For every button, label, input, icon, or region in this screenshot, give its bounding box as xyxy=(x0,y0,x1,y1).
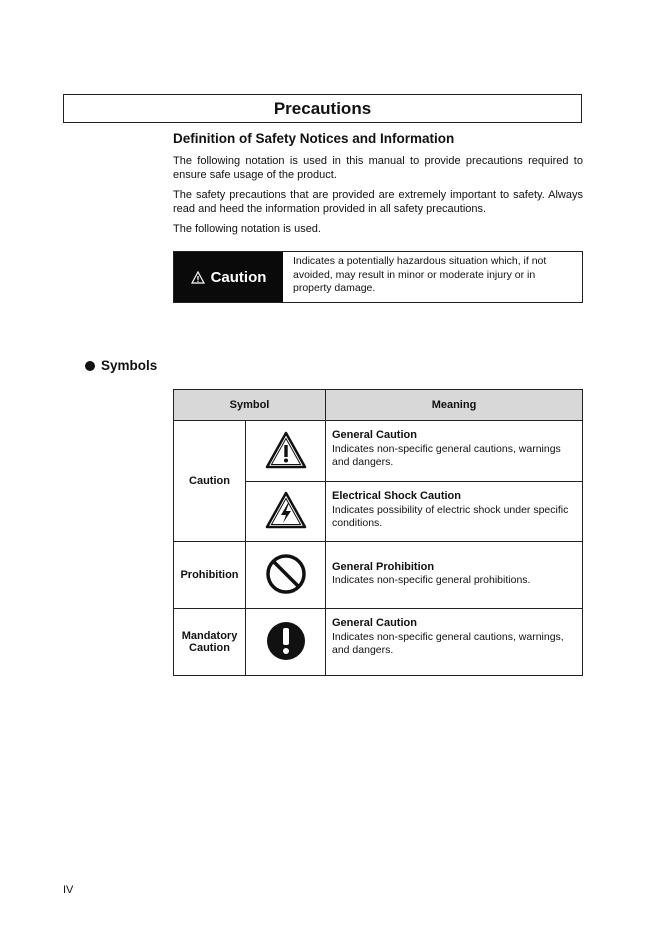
meaning-desc: Indicates possibility of electric shock under specific conditions. xyxy=(332,503,569,529)
general-caution-icon xyxy=(264,430,308,470)
table-row xyxy=(174,421,583,482)
icon-cell xyxy=(246,421,326,482)
category-mandatory-line1: Mandatory xyxy=(181,630,238,642)
header-meaning: Meaning xyxy=(326,390,583,421)
paragraph: The following notation is used in this manual to provide precautions required to ensure safe usage of the product. xyxy=(173,155,583,181)
meaning-cell xyxy=(326,542,583,609)
icon-cell xyxy=(246,609,326,676)
meaning-desc: Indicates non-specific general prohibitions. xyxy=(332,574,531,586)
caution-text: Indicates a potentially hazardous situation which, if not avoided, may result in minor or moderate injury or in property damage. xyxy=(293,255,547,294)
table-row xyxy=(174,609,583,676)
meaning-desc: Indicates non-specific general cautions, warnings, and dangers. xyxy=(332,630,564,656)
table-row xyxy=(174,542,583,609)
meaning-title: General Caution xyxy=(332,617,417,629)
meaning-title: General Caution xyxy=(332,429,417,441)
page-number: IV xyxy=(63,884,74,896)
electrical-shock-icon xyxy=(264,490,308,530)
mandatory-icon xyxy=(264,619,308,663)
paragraph: The safety precautions that are provided are extremely important to safety. Always read and heed the information provided in all safety precautions. xyxy=(173,189,583,215)
icon-cell xyxy=(246,482,326,542)
meaning-desc: Indicates non-specific general cautions, warnings and dangers. xyxy=(332,442,561,468)
meaning-cell xyxy=(326,421,583,482)
meaning-title: Electrical Shock Caution xyxy=(332,490,461,502)
warning-icon xyxy=(191,271,205,284)
section-heading: Definition of Safety Notices and Information xyxy=(173,131,455,146)
caution-label-box xyxy=(174,252,283,302)
table-header-row xyxy=(174,390,583,421)
header-symbol: Symbol xyxy=(174,390,326,421)
intro-section xyxy=(173,131,583,242)
meaning-cell xyxy=(326,609,583,676)
category-mandatory-line2: Caution xyxy=(189,642,230,654)
caution-notice xyxy=(173,251,583,303)
prohibition-icon xyxy=(264,552,308,596)
symbols-heading xyxy=(85,358,157,373)
symbols-table xyxy=(173,389,583,676)
caution-label: Caution xyxy=(210,268,267,286)
category-mandatory xyxy=(174,609,246,676)
meaning-title: General Prohibition xyxy=(332,560,435,573)
category-prohibition: Prohibition xyxy=(174,542,246,609)
bullet-icon xyxy=(85,361,95,371)
icon-cell xyxy=(246,542,326,609)
page-title: Precautions xyxy=(63,94,582,123)
category-caution: Caution xyxy=(174,421,246,542)
symbols-heading-text: Symbols xyxy=(101,358,158,373)
meaning-cell xyxy=(326,482,583,542)
paragraph: The following notation is used. xyxy=(173,223,321,235)
